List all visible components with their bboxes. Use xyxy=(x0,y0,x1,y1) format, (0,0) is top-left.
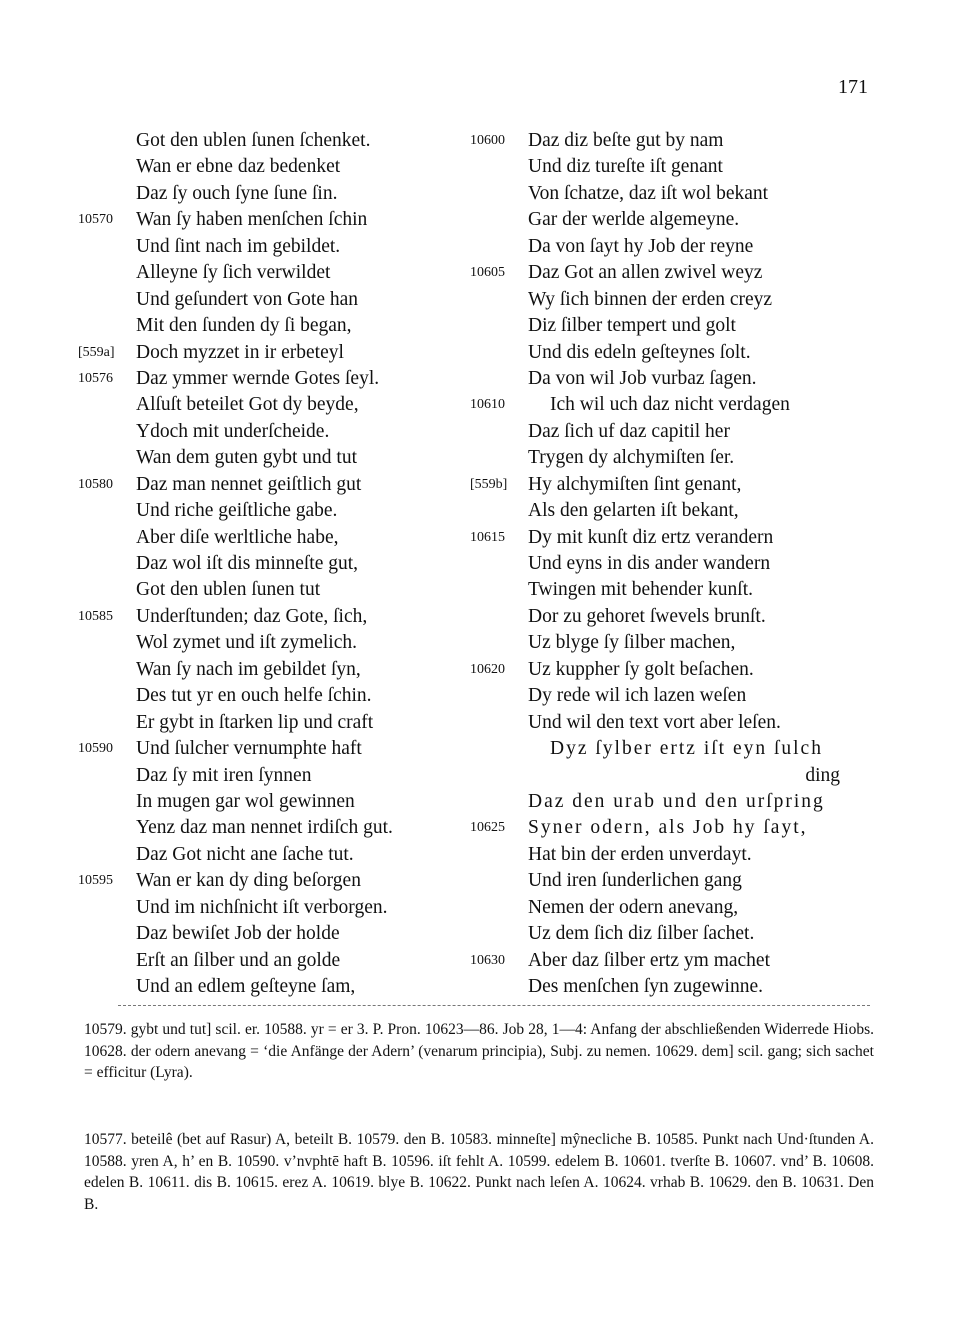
verse-text: Und wil den text vort aber leſen. xyxy=(528,711,781,733)
verse-text: Wan ſy nach im gebildet ſyn, xyxy=(136,658,361,680)
verse-text: Daz man nennet geiſtlich gut xyxy=(136,473,362,495)
verse-line xyxy=(78,207,478,233)
verse-text: Und geſundert von Gote han xyxy=(136,288,359,310)
verse-text: Wan dem guten gybt und tut xyxy=(136,447,358,469)
verse-line xyxy=(78,868,478,894)
verse-text: Hat bin der erden unverdayt. xyxy=(528,843,752,865)
verse-text: Got den ublen ſunen ſchenket. xyxy=(136,130,371,151)
verse-line xyxy=(470,128,890,154)
verse-text: Alleyne ſy ſich verwildet xyxy=(136,262,331,284)
verse-line xyxy=(78,392,478,418)
verse-line xyxy=(470,842,890,868)
verse-line xyxy=(78,630,478,656)
verse-line xyxy=(470,207,890,233)
verse-text: Und im nichſnicht iſt verborgen. xyxy=(136,896,388,918)
verse-text: Dy rede wil ich lazen weſen xyxy=(528,685,747,707)
verse-line xyxy=(470,366,890,392)
verse-text: Aber daz ſilber ertz ym machet xyxy=(528,949,771,971)
verse-text: Wy ſich binnen der erden creyz xyxy=(528,288,773,310)
verse-text: Daz den urab und den urſpring xyxy=(528,790,825,812)
verse-text: Daz ſy mit iren ſynnen xyxy=(136,764,312,786)
verse-line xyxy=(470,763,890,789)
verse-line xyxy=(78,763,478,789)
verse-line xyxy=(78,577,478,603)
verse-line xyxy=(78,234,478,260)
line-number: 10620 xyxy=(470,661,505,677)
verse-line xyxy=(78,736,478,762)
variant-notes-text: 10577. beteilê (bet auf Rasur) A, beteilt B. 10579. den B. 10583. minneſte] mŷnecliche B. 10585. Punkt nach Und·ſtunden A. 10588. yren A, h’ en B. 10590. v’nvphtē haft B. 10596. iſt fehlt A. 10599. edelem B. 10601. tverſte B. 10607. vnd’ B. 10608. edelen B. 10611. dis B. 10615. erez A. 10619. blye B. 10622. Punkt nach leſen A. 10624. vrhab B. 10629. den B. 10631. Den B. xyxy=(84,1131,874,1213)
verse-line xyxy=(78,498,478,524)
verse-line xyxy=(78,340,478,366)
verse-text: Dor zu gehoret ſwevels brunſt. xyxy=(528,605,766,627)
verse-text: Ydoch mit underſcheide. xyxy=(136,420,330,442)
verse-line xyxy=(78,895,478,921)
verse-text: Doch myzzet in ir erbeteyl xyxy=(136,341,344,363)
verse-text: Wan ſy haben menſchen ſchin xyxy=(136,209,368,231)
verse-line xyxy=(470,683,890,709)
verse-text: Und eyns in dis ander wandern xyxy=(528,553,771,574)
verse-text: Underſtunden; daz Gote, ſich, xyxy=(136,605,368,627)
verse-text: Des tut yr en ouch helfe ſchin. xyxy=(136,685,372,707)
verse-line xyxy=(470,260,890,286)
verse-text: Von ſchatze, daz iſt wol bekant xyxy=(528,182,769,204)
verse-text: Daz ſy ouch ſyne ſune ſin. xyxy=(136,182,338,204)
verse-text: Da von wil Job vurbaz ſagen. xyxy=(528,367,757,389)
verse-line xyxy=(470,736,890,762)
page-number: 171 xyxy=(838,76,868,98)
verse-text: Des menſchen ſyn zugewinne. xyxy=(528,976,764,997)
verse-line xyxy=(470,815,890,841)
verse-line xyxy=(78,789,478,815)
line-number: 10605 xyxy=(470,265,505,281)
verse-text: Und diz tureſte iſt genant xyxy=(528,156,723,178)
verse-line xyxy=(470,974,890,1000)
line-number: [559b] xyxy=(470,476,508,492)
verse-text: Und ſint nach im gebildet. xyxy=(136,235,341,257)
verse-text: Mit den ſunden dy ſi began, xyxy=(136,315,352,337)
verse-text: Uz kuppher ſy golt beſachen. xyxy=(528,658,754,680)
verse-text: Wol zymet und iſt zymelich. xyxy=(136,632,358,654)
verse-line xyxy=(78,948,478,974)
verse-text: Got den ublen ſunen tut xyxy=(136,579,321,601)
verse-line xyxy=(78,604,478,630)
line-number: 10580 xyxy=(78,476,113,492)
line-number: 10576 xyxy=(78,370,113,386)
verse-line xyxy=(78,419,478,445)
verse-line xyxy=(470,789,890,815)
verse-text: Und ſulcher vernumphte haft xyxy=(136,738,362,760)
verse-line xyxy=(470,445,890,471)
verse-text: Trygen dy alchymiſten ſer. xyxy=(528,447,735,469)
verse-line xyxy=(78,525,478,551)
verse-text: Erſt an ſilber und an golde xyxy=(136,949,341,971)
verse-line xyxy=(78,445,478,471)
left-column xyxy=(78,128,478,1000)
verse-text: Nemen der odern anevang, xyxy=(528,896,739,918)
verse-text: Daz ymmer wernde Gotes ſeyl. xyxy=(136,367,380,389)
verse-line xyxy=(470,604,890,630)
verse-text: Und riche geiſtliche gabe. xyxy=(136,500,338,522)
verse-line xyxy=(470,287,890,313)
verse-text: Daz Got nicht ane ſache tut. xyxy=(136,843,354,865)
line-number: 10590 xyxy=(78,741,113,757)
line-number: [559a] xyxy=(78,344,115,360)
line-number: 10625 xyxy=(470,820,505,836)
verse-line xyxy=(470,154,890,180)
verse-line xyxy=(470,472,890,498)
verse-text: Wan er ebne daz bedenket xyxy=(136,156,341,178)
verse-text: Diz ſilber tempert und golt xyxy=(528,315,736,337)
verse-line xyxy=(470,868,890,894)
verse-line xyxy=(78,313,478,339)
verse-line xyxy=(78,710,478,736)
verse-text: Uz dem ſich diz ſilber ſachet. xyxy=(528,923,755,945)
verse-line xyxy=(78,921,478,947)
verse-text: Da von ſayt hy Job der reyne xyxy=(528,235,754,257)
verse-text: Er gybt in ſtarken lip und craft xyxy=(136,711,374,733)
verse-line xyxy=(78,683,478,709)
verse-line xyxy=(470,313,890,339)
verse-text: Dy mit kunſt diz ertz verandern xyxy=(528,526,774,548)
verse-text: Daz Got an allen zwivel weyz xyxy=(528,262,763,284)
verse-line xyxy=(470,525,890,551)
verse-text: Und dis edeln geſteynes ſolt. xyxy=(528,341,751,363)
line-number: 10615 xyxy=(470,529,505,545)
verse-line xyxy=(470,392,890,418)
commentary-notes-text: 10579. gybt und tut] scil. er. 10588. yr = er 3. P. Pron. 10623—86. Job 28, 1—4: Anfang der abschließenden Widerrede Hiobs. 10628. der odern anevang = ‘die Anfänge der Adern’ (venarum principia), Subj. zu nemen. 10629. dem] scil. gang; sich sachet = efficitur (Lyra). xyxy=(84,1021,874,1082)
verse-line xyxy=(78,366,478,392)
verse-line xyxy=(470,710,890,736)
verse-line xyxy=(78,472,478,498)
verse-text: Daz ſich uf daz capitil her xyxy=(528,420,730,442)
verse-line xyxy=(78,260,478,286)
verse-text: Yenz daz man nennet irdiſch gut. xyxy=(136,817,393,839)
line-number: 10585 xyxy=(78,608,113,624)
verse-line xyxy=(470,657,890,683)
verse-line xyxy=(78,657,478,683)
line-number: 10630 xyxy=(470,952,505,968)
verse-text: Hy alchymiſten ſint genant, xyxy=(528,473,742,495)
verse-text: Dyz ſylber ertz iſt eyn ſulch xyxy=(550,738,823,760)
verse-text: Daz bewiſet Job der holde xyxy=(136,923,340,945)
verse-text: In mugen gar wol gewinnen xyxy=(136,790,355,812)
verse-line xyxy=(78,128,478,154)
verse-line xyxy=(470,419,890,445)
verse-line xyxy=(470,340,890,366)
commentary-notes xyxy=(84,1019,874,1084)
verse-line xyxy=(470,181,890,207)
verse-text: Als den gelarten iſt bekant, xyxy=(528,500,739,522)
verse-text: Daz diz beſte gut by nam xyxy=(528,130,724,151)
verse-text: Alſuſt beteilet Got dy beyde, xyxy=(136,394,359,416)
verse-line xyxy=(470,948,890,974)
line-number: 10570 xyxy=(78,212,113,228)
verse-line xyxy=(78,842,478,868)
verse-text: Uz blyge ſy ſilber machen, xyxy=(528,632,736,654)
right-column xyxy=(470,128,890,1000)
verse-text: Ich wil uch daz nicht verdagen xyxy=(550,394,790,416)
verse-text: Und iren ſunderlichen gang xyxy=(528,870,742,892)
verse-text: Syner odern, als Job hy ſayt, xyxy=(528,817,808,839)
verse-line xyxy=(470,630,890,656)
verse-line xyxy=(78,551,478,577)
verse-line xyxy=(470,234,890,260)
verse-line xyxy=(78,974,478,1000)
line-number: 10610 xyxy=(470,397,505,413)
verse-line xyxy=(470,551,890,577)
verse-text: ding xyxy=(805,764,840,786)
verse-line xyxy=(78,181,478,207)
verse-line xyxy=(470,577,890,603)
verse-line xyxy=(78,815,478,841)
verse-line xyxy=(470,498,890,524)
line-number: 10600 xyxy=(470,133,505,148)
verse-text: Gar der werlde algemeyne. xyxy=(528,209,740,231)
verse-text: Wan er kan dy ding beſorgen xyxy=(136,870,361,892)
verse-text: Twingen mit behender kunſt. xyxy=(528,579,754,601)
verse-line xyxy=(470,921,890,947)
verse-line xyxy=(78,154,478,180)
verse-text: Und an edlem geſteyne ſam, xyxy=(136,976,356,997)
variant-notes xyxy=(84,1129,874,1215)
verse-line xyxy=(470,895,890,921)
verse-line xyxy=(78,287,478,313)
verse-text: Daz wol iſt dis minneſte gut, xyxy=(136,553,359,574)
footnote-divider xyxy=(118,1005,870,1006)
verse-text: Aber diſe werltliche habe, xyxy=(136,526,339,548)
line-number: 10595 xyxy=(78,873,113,889)
